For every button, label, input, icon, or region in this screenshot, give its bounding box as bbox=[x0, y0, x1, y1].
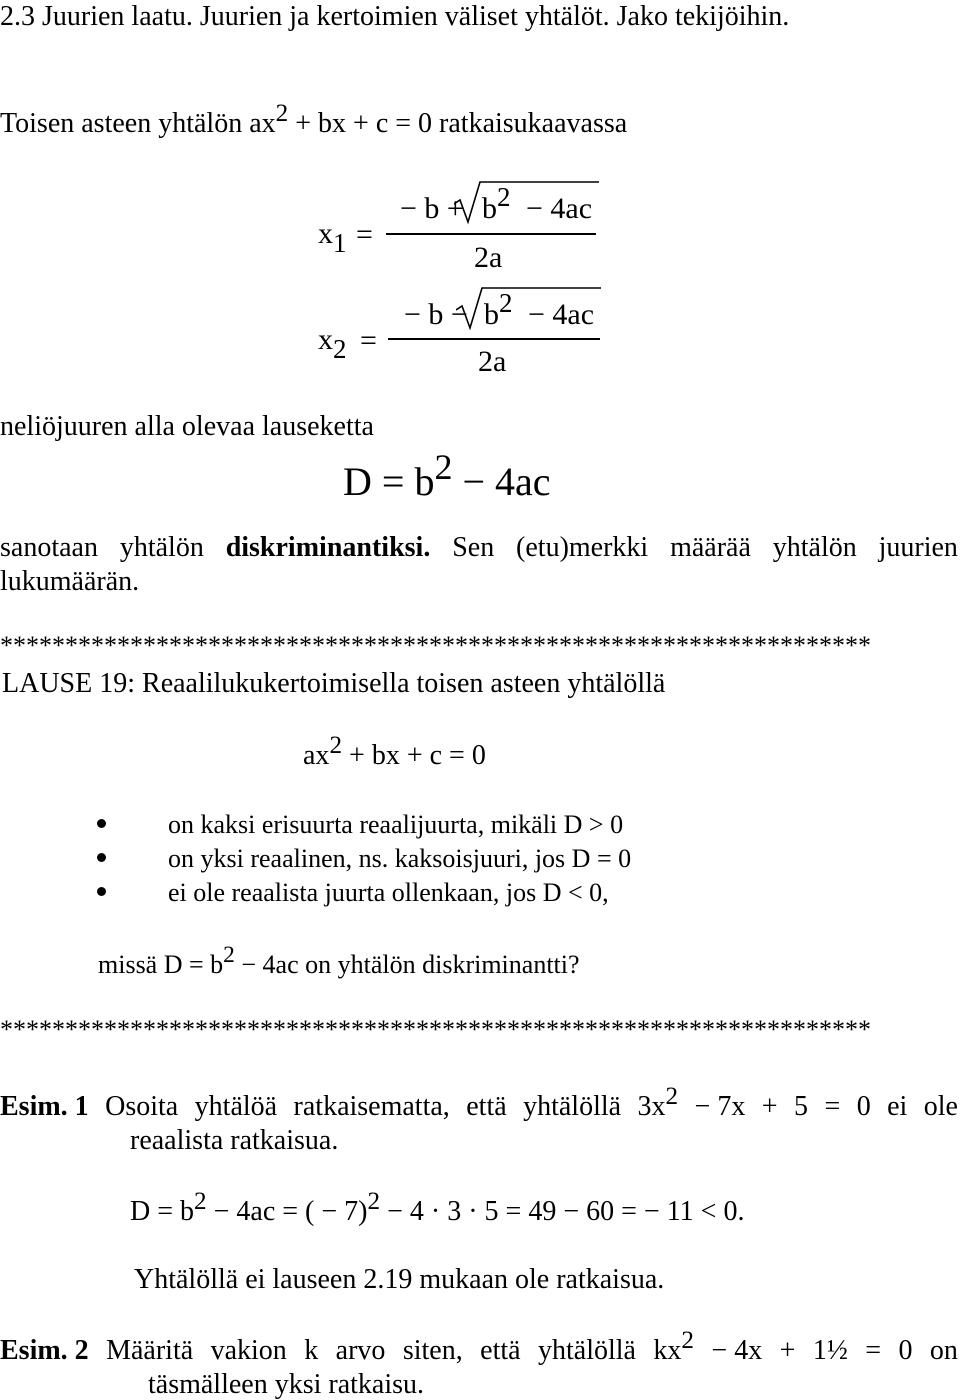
example-2-statement: Esim. 2 Määritä vakion k arvo siten, että yhtälöllä kx2 − 4x + 1½ = 0 on bbox=[0, 1326, 958, 1366]
intro-post: ratkaisukaavassa bbox=[432, 108, 628, 139]
intro-pre: Toisen asteen yhtälön bbox=[0, 108, 250, 139]
intro-eq-a: ax bbox=[249, 108, 276, 139]
example-1-calculation: D = b2 − 4ac = ( − 7)2 − 4 · 3 · 5 = 49 − 60 = − 11 < 0. bbox=[130, 1187, 745, 1227]
theorem-heading bbox=[2, 670, 665, 698]
bullet-icon bbox=[97, 887, 106, 896]
fraction-bar-2 bbox=[388, 338, 600, 340]
example-2-label: Esim. 2 bbox=[0, 1335, 89, 1366]
discriminant-explanation-line2: lukumäärän. bbox=[0, 566, 140, 597]
discriminant-explanation: sanotaan yhtälön diskriminantiksi. Sen (etu)merkki määrää yhtälön juurien bbox=[0, 532, 958, 563]
formula-x1-num-b: b2 bbox=[482, 181, 511, 225]
example-1-conclusion: Yhtälöllä ei lauseen 2.19 mukaan ole ratkaisua. bbox=[134, 1264, 665, 1295]
under-root-text: neliöjuuren alla olevaa lauseketta bbox=[0, 411, 374, 442]
discriminant-formula: D = b2 − 4ac bbox=[343, 446, 551, 504]
bullet-icon bbox=[97, 853, 106, 862]
theorem-where-clause: missä D = b2 − 4ac on yhtälön diskriminantti? bbox=[98, 942, 580, 979]
page-title: 2.3 Juurien laatu. Juurien ja kertoimien väliset yhtälöt. Jako tekijöihin. bbox=[0, 1, 790, 32]
stars-divider-top: ******************************************************************* bbox=[0, 633, 871, 659]
fraction-bar-1 bbox=[386, 233, 596, 235]
formula-x2-num-c: − 4ac bbox=[528, 298, 595, 331]
example-2-statement-line2: täsmälleen yksi ratkaisu. bbox=[148, 1369, 425, 1400]
bullet-icon bbox=[97, 819, 106, 828]
formula-x1-eq: = bbox=[356, 218, 373, 251]
example-1-statement-line2: reaalista ratkaisua. bbox=[130, 1125, 339, 1156]
theorem-case-2: on yksi reaalinen, ns. kaksoisjuuri, jos D = 0 bbox=[168, 844, 632, 873]
theorem-label: LAUSE 19 bbox=[2, 668, 128, 699]
formula-x1-num-a: − b + bbox=[400, 192, 464, 225]
stars-divider-bottom: ******************************************************************* bbox=[0, 1017, 871, 1043]
example-1-label: Esim. 1 bbox=[0, 1091, 89, 1122]
formula-x1-den: 2a bbox=[474, 241, 503, 274]
formula-x2-num-b: b2 bbox=[484, 287, 513, 331]
formula-x1-num-c: − 4ac bbox=[526, 192, 593, 225]
theorem-equation: ax2 + bx + c = 0 bbox=[303, 731, 486, 771]
intro-eq-exp: 2 bbox=[275, 99, 289, 127]
formula-x2-lhs: x2 bbox=[318, 323, 347, 365]
formula-x2-eq: = bbox=[360, 324, 377, 357]
formula-x2-den: 2a bbox=[478, 345, 507, 378]
theorem-text: : Reaalilukukertoimisella toisen asteen yhtälöllä bbox=[127, 668, 666, 699]
intro-eq-b: + bx + c = 0 bbox=[288, 108, 433, 139]
formula-x2-num-a: − b − bbox=[404, 298, 468, 331]
example-1-statement: Esim. 1 Osoita yhtälöä ratkaisematta, että yhtälöllä 3x2 − 7x + 5 = 0 ei ole bbox=[0, 1082, 958, 1122]
intro-sentence bbox=[0, 99, 628, 139]
theorem-case-1: on kaksi erisuurta reaalijuurta, mikäli D > 0 bbox=[168, 810, 624, 839]
theorem-case-3: ei ole reaalista juurta ollenkaan, jos D < 0, bbox=[168, 878, 609, 907]
formula-x1-lhs: x1 bbox=[318, 217, 347, 259]
